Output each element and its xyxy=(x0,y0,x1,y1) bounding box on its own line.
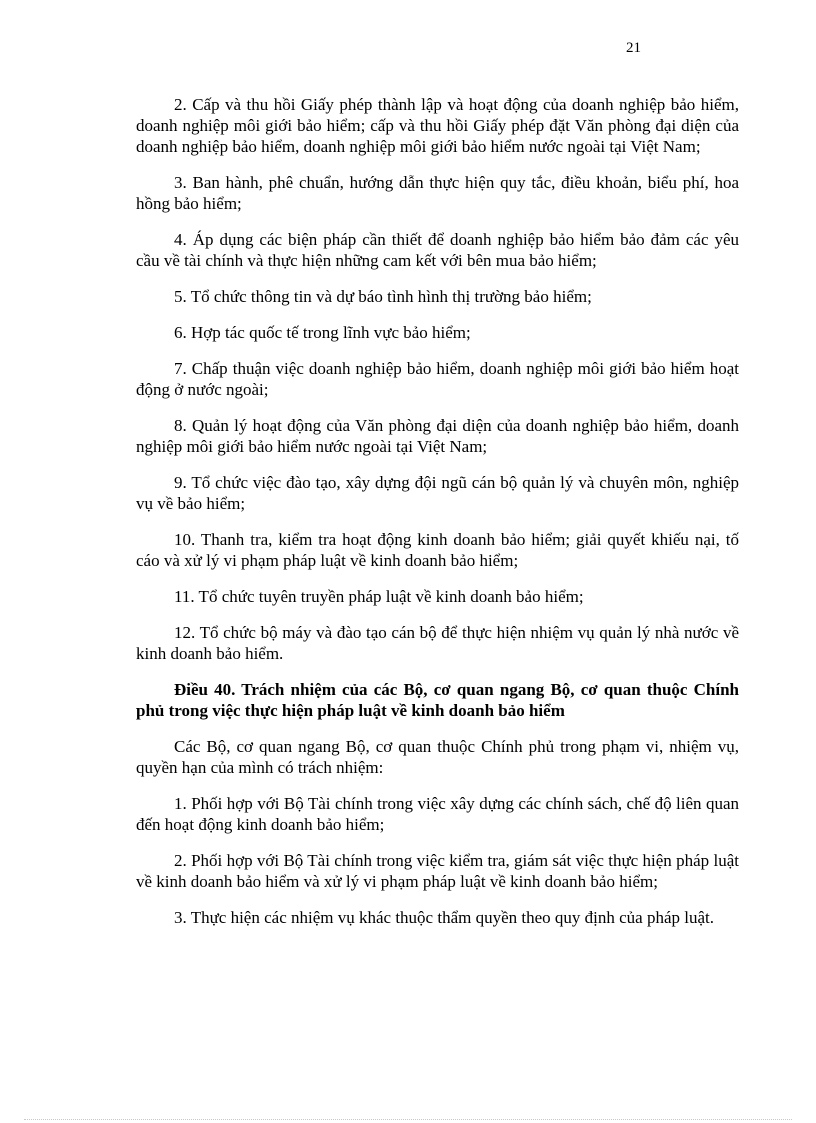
article-40-intro: Các Bộ, cơ quan ngang Bộ, cơ quan thuộc Chính phủ trong phạm vi, nhiệm vụ, quyền hạn của mình có trách nhiệm: xyxy=(136,737,739,777)
paragraph-item-2: 2. Cấp và thu hồi Giấy phép thành lập và hoạt động của doanh nghiệp bảo hiểm, doanh nghiệp môi giới bảo hiểm; cấp và thu hồi Giấy phép đặt Văn phòng đại diện của doanh nghiệp bảo hiểm, doanh nghiệp môi giới bảo hiểm nước ngoài tại Việt Nam; xyxy=(136,95,739,156)
paragraph-item-8: 8. Quản lý hoạt động của Văn phòng đại diện của doanh nghiệp bảo hiểm, doanh nghiệp môi giới bảo hiểm nước ngoài tại Việt Nam; xyxy=(136,416,739,456)
article-40-item-1: 1. Phối hợp với Bộ Tài chính trong việc xây dựng các chính sách, chế độ liên quan đến hoạt động kinh doanh bảo hiểm; xyxy=(136,794,739,834)
page-number: 21 xyxy=(626,40,641,56)
article-40-heading: Điều 40. Trách nhiệm của các Bộ, cơ quan ngang Bộ, cơ quan thuộc Chính phủ trong việc thực hiện pháp luật về kinh doanh bảo hiểm xyxy=(136,680,739,720)
article-40-item-3: 3. Thực hiện các nhiệm vụ khác thuộc thẩm quyền theo quy định của pháp luật. xyxy=(174,908,714,927)
paragraph-item-9: 9. Tổ chức việc đào tạo, xây dựng đội ngũ cán bộ quản lý và chuyên môn, nghiệp vụ về bảo hiểm; xyxy=(136,473,739,513)
paragraph-item-5: 5. Tổ chức thông tin và dự báo tình hình thị trường bảo hiểm; xyxy=(174,287,592,306)
paragraph-item-4: 4. Áp dụng các biện pháp cần thiết để doanh nghiệp bảo hiểm bảo đảm các yêu cầu về tài chính và thực hiện những cam kết với bên mua bảo hiểm; xyxy=(136,230,739,270)
page-bottom-divider xyxy=(24,1119,792,1120)
paragraph-item-6: 6. Hợp tác quốc tế trong lĩnh vực bảo hiểm; xyxy=(174,323,471,342)
paragraph-item-7: 7. Chấp thuận việc doanh nghiệp bảo hiểm, doanh nghiệp môi giới bảo hiểm hoạt động ở nước ngoài; xyxy=(136,359,739,399)
paragraph-item-12: 12. Tổ chức bộ máy và đào tạo cán bộ để thực hiện nhiệm vụ quản lý nhà nước về kinh doanh bảo hiểm. xyxy=(136,623,739,663)
paragraph-item-10: 10. Thanh tra, kiểm tra hoạt động kinh doanh bảo hiểm; giải quyết khiếu nại, tố cáo và xử lý vi phạm pháp luật về kinh doanh bảo hiểm; xyxy=(136,530,739,570)
document-body xyxy=(136,94,739,943)
article-40-item-2: 2. Phối hợp với Bộ Tài chính trong việc kiểm tra, giám sát việc thực hiện pháp luật về kinh doanh bảo hiểm và xử lý vi phạm pháp luật về kinh doanh bảo hiểm; xyxy=(136,851,739,891)
paragraph-item-11: 11. Tổ chức tuyên truyền pháp luật về kinh doanh bảo hiểm; xyxy=(174,587,584,606)
paragraph-item-3: 3. Ban hành, phê chuẩn, hướng dẫn thực hiện quy tắc, điều khoản, biểu phí, hoa hồng bảo hiểm; xyxy=(136,173,739,213)
